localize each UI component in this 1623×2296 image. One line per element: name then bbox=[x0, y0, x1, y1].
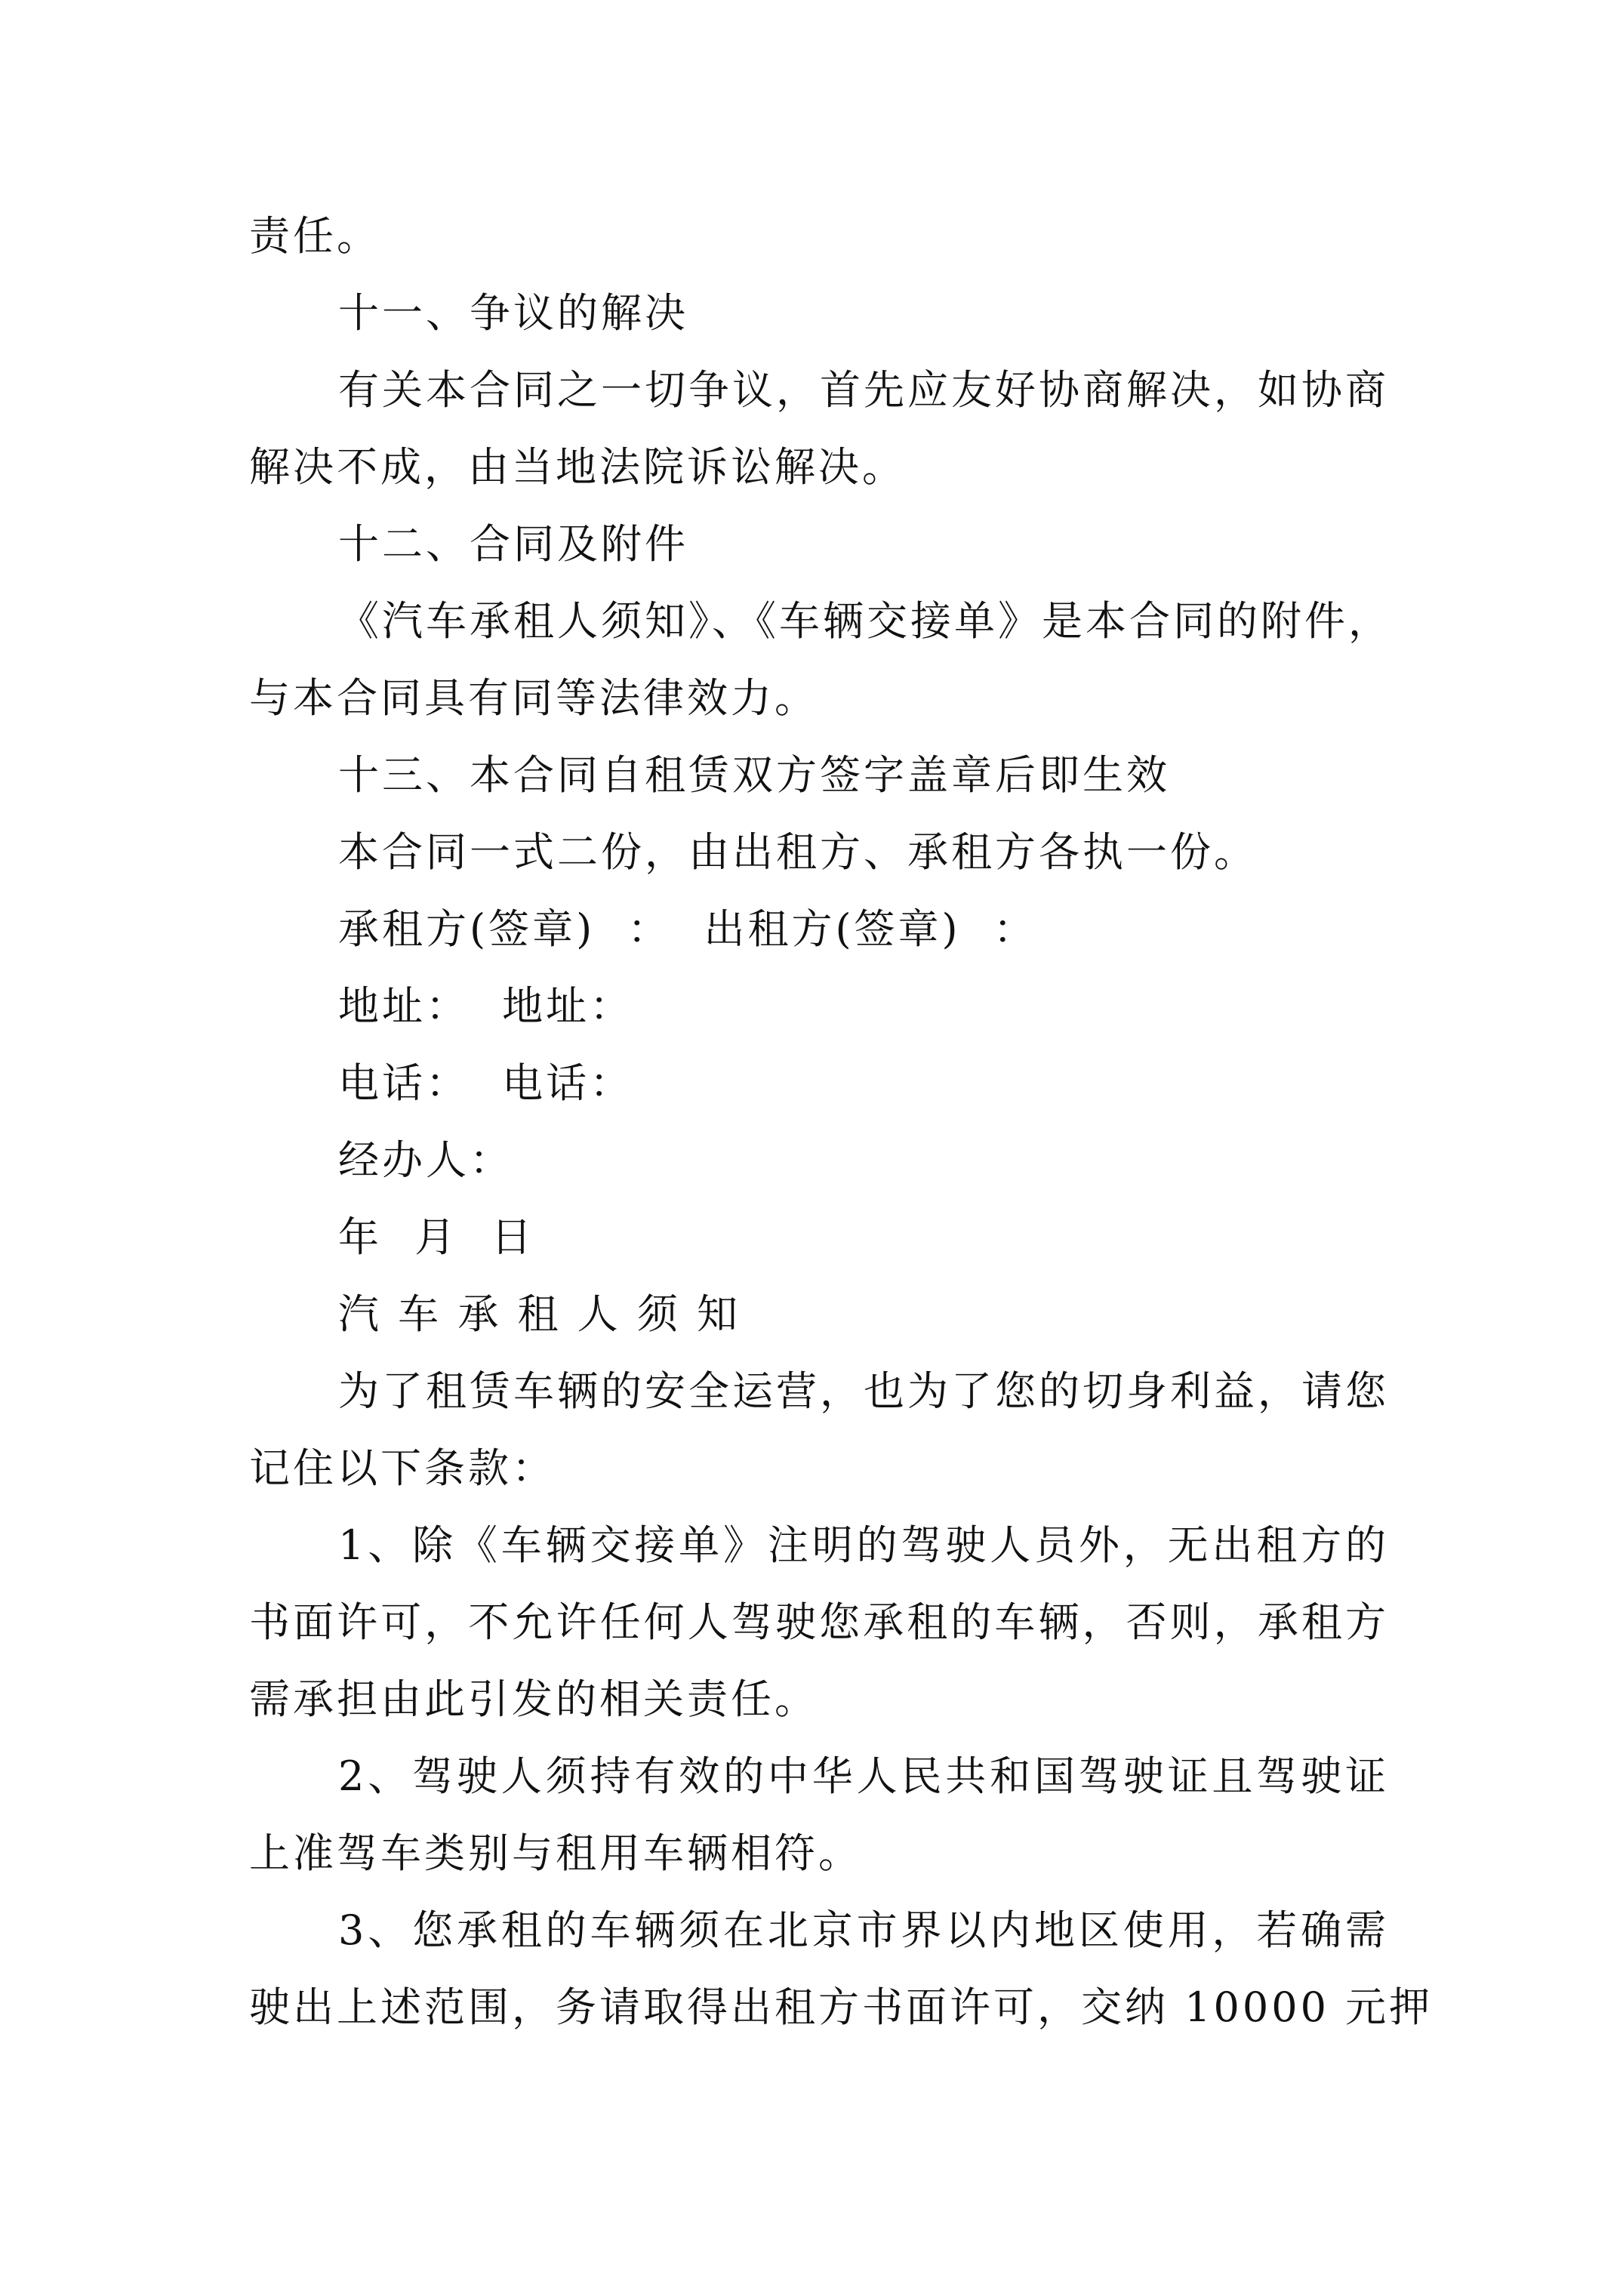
text-line: 为了租赁车辆的安全运营，也为了您的切身利益，请您 bbox=[338, 1367, 1389, 1415]
date-line: 年 月 日 bbox=[338, 1213, 535, 1261]
text-line: 有关本合同之一切争议，首先应友好协商解决，如协商 bbox=[338, 366, 1389, 414]
list-item: 2、驾驶人须持有效的中华人民共和国驾驶证且驾驶证 bbox=[338, 1752, 1389, 1800]
text-line: 需承担由此引发的相关责任。 bbox=[249, 1675, 818, 1723]
text-line: 上准驾车类别与租用车辆相符。 bbox=[249, 1829, 862, 1877]
agent-line: 经办人： bbox=[338, 1136, 513, 1184]
section-heading: 十三、本合同自租赁双方签字盖章后即生效 bbox=[338, 751, 1170, 799]
signature-line: 承租方(签章) ： 出租方(签章) ： bbox=[338, 905, 1037, 953]
list-item: 3、您承租的车辆须在北京市界以内地区使用，若确需 bbox=[338, 1906, 1389, 1954]
document-body bbox=[249, 198, 1434, 2046]
text-line: 《汽车承租人须知》、《车辆交接单》是本合同的附件， bbox=[338, 597, 1392, 645]
address-line: 地址： 地址： bbox=[338, 982, 634, 1030]
text-line: 书面许可，不允许任何人驾驶您承租的车辆，否则，承租方 bbox=[249, 1598, 1389, 1646]
phone-line: 电话： 电话： bbox=[338, 1059, 634, 1107]
section-heading: 十一、争议的解决 bbox=[338, 289, 688, 337]
text-line: 责任。 bbox=[249, 212, 380, 260]
text-line: 本合同一式二份，由出租方、承租方各执一份。 bbox=[338, 828, 1258, 876]
notice-title: 汽 车 承 租 人 须 知 bbox=[338, 1290, 741, 1338]
text-line: 记住以下条款： bbox=[249, 1444, 556, 1492]
text-line: 解决不成，由当地法院诉讼解决。 bbox=[249, 443, 906, 491]
text-line: 驶出上述范围，务请取得出租方书面许可，交纳 10000 元押 bbox=[249, 1983, 1434, 2031]
text-line: 与本合同具有同等法律效力。 bbox=[249, 674, 818, 722]
section-heading: 十二、合同及附件 bbox=[338, 520, 688, 568]
list-item: 1、除《车辆交接单》注明的驾驶人员外，无出租方的 bbox=[338, 1521, 1389, 1569]
